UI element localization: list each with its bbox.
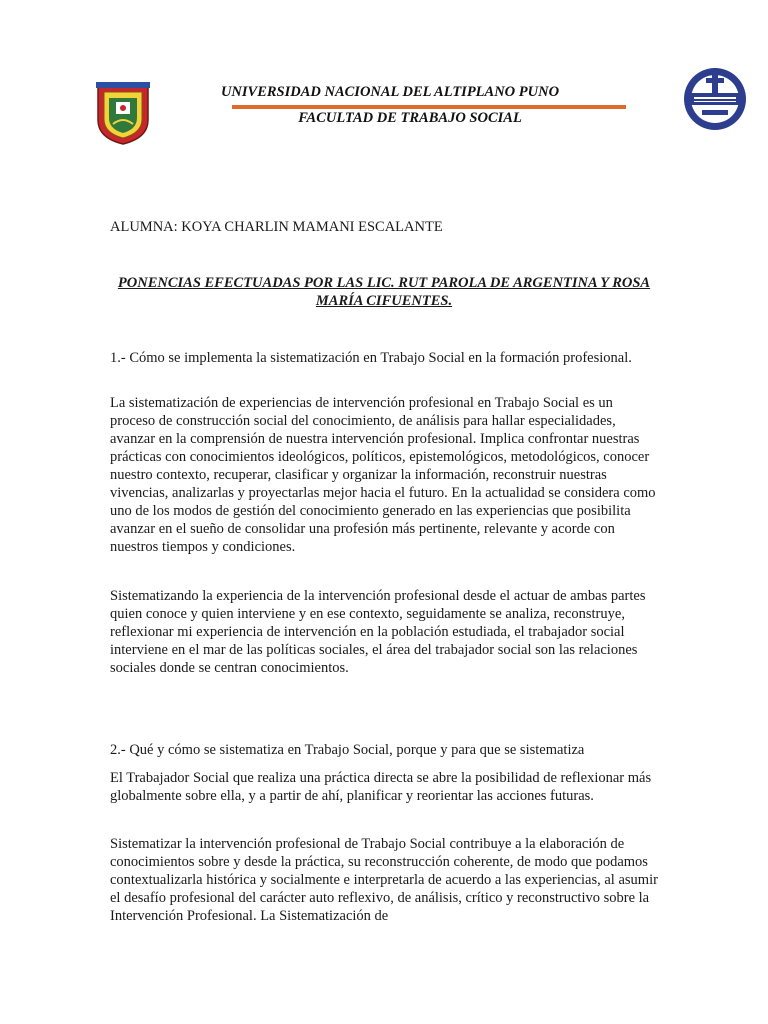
paragraph-4: Sistematizar la intervención profesional de Trabajo Social contribuye a la elaboración de conocimientos sobre y desde la práctica, su reconstrucción coherente, de modo que podamos contextualizarla histórica y socialmente e interpretarla de acuerdo a las experiencias, al asumir el desafío profesional del carácter auto reflexivo, de análisis, crítico y reconstructivo sobre la Intervención Profesional. La Sistematización de (110, 836, 658, 924)
ponencias-heading: PONENCIAS EFECTUADAS POR LAS LIC. RUT PAROLA DE ARGENTINA Y ROSA MARÍA CIFUENTES. (117, 275, 651, 309)
header-divider (232, 105, 626, 109)
paragraph-3: El Trabajador Social que realiza una práctica directa se abre la posibilidad de reflexionar más globalmente sobre ella, y a partir de ahí, planificar y reorientar las acciones futuras. (110, 770, 652, 804)
student-name: ALUMNA: KOYA CHARLIN MAMANI ESCALANTE (110, 219, 443, 235)
paragraph-1: La sistematización de experiencias de intervención profesional en Trabajo Social es un proceso de construcción social del conocimiento, de análisis para hallar especialidades, avanzar en la comprensión de nuestra intervención profesional. Implica confrontar nuestras prácticas con conocimientos ideológicos, políticos, epistemológicos, metodológicos, conocer nuestro contexto, recuperar, clasificar y organizar la información, reconstruir nuestras vivencias, analizarlas y proyectarlas mejor hacia el futuro. En la actualidad se considera como uno de los modos de gestión del conocimiento generado en las experiencias que posibilita avanzar en el sueño de consolidar una profesión más pertinente, relevante y acorde con nuestros tiempos y condiciones. (110, 395, 656, 555)
faculty-title: FACULTAD DE TRABAJO SOCIAL (298, 110, 522, 126)
trabajo-social-seal-icon (680, 66, 750, 132)
question-2: 2.- Qué y cómo se sistematiza en Trabajo Social, porque y para que se sistematiza (110, 742, 585, 758)
question-1: 1.- Cómo se implementa la sistematización en Trabajo Social en la formación profesional. (110, 350, 632, 366)
university-crest-icon (94, 80, 152, 146)
university-title: UNIVERSIDAD NACIONAL DEL ALTIPLANO PUNO (220, 84, 560, 100)
paragraph-2: Sistematizando la experiencia de la intervención profesional desde el actuar de ambas partes quien conoce y quien interviene y en ese contexto, seguidamente se analiza, reconstruye, reflexionar mi experiencia de intervención en la población estudiada, el trabajador social interviene en el mar de las políticas sociales, el área del trabajador social son las relaciones sociales donde se centran conocimientos. (110, 588, 646, 676)
